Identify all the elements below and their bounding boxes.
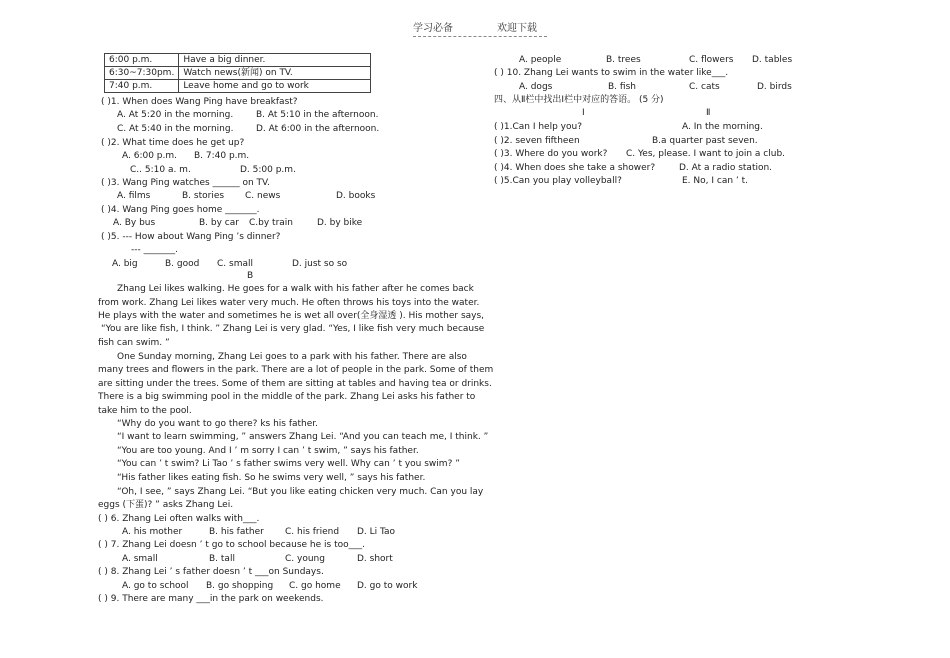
question-10-option-a: A. dogs bbox=[519, 82, 553, 92]
passage-line: He plays with the water and sometimes he is wet all over(全身湿透 ). His mother says, bbox=[98, 311, 485, 321]
column-2-heading: Ⅱ bbox=[706, 108, 711, 118]
question-10: ( ) 10. Zhang Lei wants to swim in the water like___. bbox=[494, 68, 729, 78]
passage-line: There is a big swimming pool in the middle of the park. Zhang Lei asks his father to bbox=[98, 392, 476, 402]
question-6-option-c: C. his friend bbox=[285, 527, 340, 537]
schedule-time: 6:00 p.m. bbox=[105, 54, 179, 67]
passage-line: “Oh, I see, ” says Zhang Lei. “But you like eating chicken very much. Can you lay bbox=[117, 487, 484, 497]
question-1-option-d: D. At 6:00 in the afternoon. bbox=[256, 124, 380, 134]
question-2-option-d: D. 5:00 p.m. bbox=[240, 165, 296, 175]
question-7-option-b: B. tall bbox=[209, 554, 235, 564]
question-2-option-a: A. 6:00 p.m. bbox=[122, 151, 177, 161]
question-8: ( ) 8. Zhang Lei ’ s father doesn ’ t ___on Sundays. bbox=[98, 567, 324, 577]
question-10-option-c: C. cats bbox=[689, 82, 720, 92]
table-row bbox=[105, 67, 371, 80]
question-5-option-b: B. good bbox=[165, 259, 200, 269]
question-6-option-a: A. his mother bbox=[122, 527, 183, 537]
header-right-text: 欢迎下载 bbox=[497, 23, 537, 34]
match-answer-e: E. No, I can ’ t. bbox=[682, 176, 749, 186]
question-5-option-d: D. just so so bbox=[292, 259, 348, 269]
question-3: ( )3. Wang Ping watches ______ on TV. bbox=[101, 178, 270, 188]
match-answer-d: D. At a radio station. bbox=[679, 163, 773, 173]
question-1-option-b: B. At 5:10 in the afternoon. bbox=[256, 110, 379, 120]
question-5: ( )5. --- How about Wang Ping ’s dinner? bbox=[101, 232, 281, 242]
passage-line: are sitting under the trees. Some of them are sitting at tables and having tea or drinks. bbox=[98, 379, 492, 389]
passage-line: “Why do you want to go there? ks his father. bbox=[117, 419, 319, 429]
question-9-option-d: D. tables bbox=[752, 55, 793, 65]
passage-line: from work. Zhang Lei likes water very much. He often throws his toys into the water. bbox=[98, 298, 480, 308]
column-1-heading: Ⅰ bbox=[582, 108, 585, 118]
question-1-option-c: C. At 5:40 in the morning. bbox=[117, 124, 234, 134]
passage-line: “You are like fish, I think. ” Zhang Lei is very glad. “Yes, I like fish very much because bbox=[101, 324, 485, 334]
question-9: ( ) 9. There are many ___in the park on weekends. bbox=[98, 594, 324, 604]
passage-line: “You can ’ t swim? Li Tao ’ s father swims very well. Why can ’ t you swim? ” bbox=[117, 459, 460, 469]
question-8-option-a: A. go to school bbox=[122, 581, 189, 591]
question-2-option-c: C.. 5:10 a. m. bbox=[130, 165, 191, 175]
header-left-text: 学习必备 bbox=[413, 23, 453, 34]
question-4-option-d: D. by bike bbox=[317, 218, 363, 228]
passage-line: One Sunday morning, Zhang Lei goes to a park with his father. There are also bbox=[117, 352, 467, 362]
question-4-option-b: B. by car bbox=[199, 218, 239, 228]
match-question-3: ( )3. Where do you work? bbox=[494, 149, 608, 159]
question-3-option-d: D. books bbox=[336, 191, 376, 201]
match-question-1: ( )1.Can I help you? bbox=[494, 122, 582, 132]
match-answer-a: A. In the morning. bbox=[682, 122, 763, 132]
question-9-option-b: B. trees bbox=[606, 55, 641, 65]
question-8-option-c: C. go home bbox=[289, 581, 341, 591]
schedule-activity: Have a big dinner. bbox=[179, 54, 371, 67]
question-5-answer-line: --- _______. bbox=[131, 245, 178, 255]
schedule-time: 6:30~7:30pm. bbox=[105, 67, 179, 80]
question-1: ( )1. When does Wang Ping have breakfast? bbox=[101, 97, 298, 107]
question-2-option-b: B. 7:40 p.m. bbox=[194, 151, 250, 161]
question-6-option-d: D. Li Tao bbox=[357, 527, 396, 537]
question-3-option-a: A. films bbox=[117, 191, 151, 201]
question-7-option-d: D. short bbox=[357, 554, 393, 564]
question-7-option-a: A. small bbox=[122, 554, 158, 564]
question-8-option-b: B. go shopping bbox=[206, 581, 274, 591]
question-3-option-c: C. news bbox=[245, 191, 281, 201]
section-b-heading: B bbox=[247, 271, 254, 281]
question-10-option-b: B. fish bbox=[608, 82, 636, 92]
match-question-2: ( )2. seven fiftheen bbox=[494, 136, 580, 146]
schedule-time: 7:40 p.m. bbox=[105, 80, 179, 93]
schedule-activity: Watch news(新闻) on TV. bbox=[179, 67, 371, 80]
question-7: ( ) 7. Zhang Lei doesn ’ t go to school because he is too___. bbox=[98, 540, 365, 550]
question-1-option-a: A. At 5:20 in the morning. bbox=[117, 110, 234, 120]
question-9-option-c: C. flowers bbox=[689, 55, 734, 65]
question-8-option-d: D. go to work bbox=[357, 581, 418, 591]
passage-line: eggs (下蛋)? ” asks Zhang Lei. bbox=[98, 500, 234, 510]
match-question-4: ( )4. When does she take a shower? bbox=[494, 163, 656, 173]
question-9-option-a: A. people bbox=[519, 55, 562, 65]
passage-line: “You are too young. And I ’ m sorry I can ’ t swim, ” says his father. bbox=[117, 446, 419, 456]
question-5-option-a: A. big bbox=[112, 259, 138, 269]
question-3-option-b: B. stories bbox=[182, 191, 225, 201]
question-4: ( )4. Wang Ping goes home _______. bbox=[101, 205, 260, 215]
match-answer-b: B.a quarter past seven. bbox=[652, 136, 758, 146]
question-7-option-c: C. young bbox=[285, 554, 325, 564]
passage-line: Zhang Lei likes walking. He goes for a walk with his father after he comes back bbox=[117, 284, 474, 294]
passage-line: “I want to learn swimming, ” answers Zhang Lei. “And you can teach me, I think. ” bbox=[117, 432, 489, 442]
passage-line: many trees and flowers in the park. There are a lot of people in the park. Some of them bbox=[98, 365, 494, 375]
table-row bbox=[105, 80, 371, 93]
question-2: ( )2. What time does he get up? bbox=[101, 138, 245, 148]
schedule-activity: Leave home and go to work bbox=[179, 80, 371, 93]
match-answer-c: C. Yes, please. I want to join a club. bbox=[626, 149, 786, 159]
match-question-5: ( )5.Can you play volleyball? bbox=[494, 176, 622, 186]
question-4-option-a: A. By bus bbox=[113, 218, 156, 228]
table-row bbox=[105, 54, 371, 67]
passage-line: fish can swim. ” bbox=[98, 338, 170, 348]
question-6-option-b: B. his father bbox=[209, 527, 264, 537]
schedule-table bbox=[104, 53, 371, 93]
question-4-option-c: C.by train bbox=[249, 218, 293, 228]
section-4-title: 四、从Ⅱ栏中找出Ⅰ栏中对应的答语。 (5 分) bbox=[494, 95, 664, 105]
question-10-option-d: D. birds bbox=[757, 82, 792, 92]
passage-line: take him to the pool. bbox=[98, 406, 192, 416]
passage-line: “His father likes eating fish. So he swims very well, ” says his father. bbox=[117, 473, 426, 483]
question-5-option-c: C. small bbox=[217, 259, 253, 269]
question-6: ( ) 6. Zhang Lei often walks with___. bbox=[98, 514, 260, 524]
page-header bbox=[413, 23, 547, 37]
